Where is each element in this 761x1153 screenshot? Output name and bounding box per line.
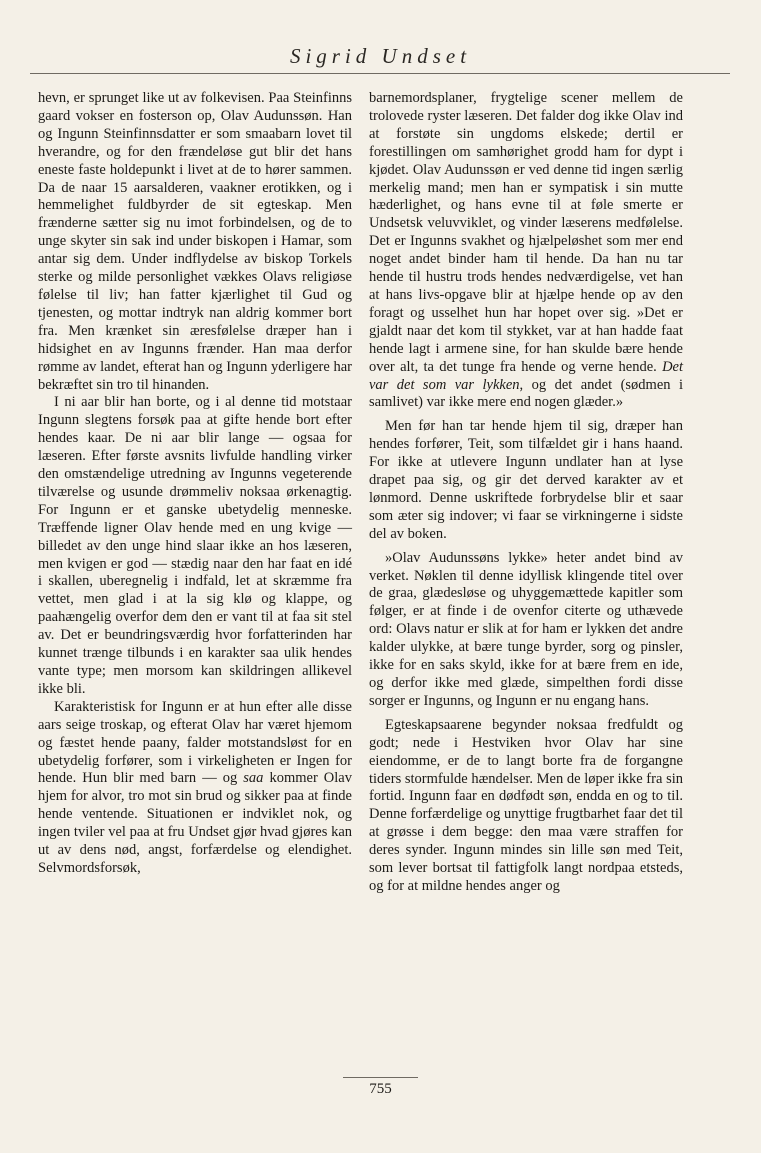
header-rule	[30, 73, 730, 74]
right-column	[369, 90, 683, 896]
right-paragraph-1	[369, 90, 683, 412]
left-column	[38, 90, 352, 878]
right-paragraph-4: Egteskapsaarene begynder noksaa fredfuldt og godt; nede i Hestviken hvor Olav har sine eiendomme, er de to langt borte fra de forgangne tiders stormfulde hændelser. Men de løper ikke fra sin fortid. Ingunn faar en dødfødt søn, endda en og to til. Denne forfærdelige og unyttige frugtbarhet faar det til at grøsse i dem begge: den maa være straffen for deres synder. Ingunn mindes sin lille søn med Teit, som lever bortsat til fattigfolk langt nordpaa etsteds, og for at mildne hendes anger og	[369, 716, 683, 894]
left-paragraph-2: I ni aar blir han borte, og i al denne tid motstaar Ingunn slegtens forsøk paa at gifte hende bort efter hendes kaar. De ni aar blir lange — ogsaa for læseren. Efter første avsnits livfulde handling virker den omstændelige utredning av Ingunns vegeterende tilværelse og usunde drømmeliv noksaa ørkenagtig. For Ingunn er et ganske ubetydelig menneske. Træffende ligner Olav hende med en ung kvige — billedet av den unge hind slaar ikke an hos læseren, men kvigen er god — stædig naar den har faat en idé i skallen, uberegnelig i indfald, let at skræmme fra vettet, men glad i at la sig klø og klappe, og paahængelig overfor dem den er vant til at faa sit stel av. Det er beundringsværdig hvor forfatterinden har kunnet trænge tilbunds i en karakter saa ulik hendes vante type; men morsom kan skildringen allikevel ikke bli.	[38, 394, 352, 697]
right-paragraph-1-part-a: barnemordsplaner, frygtelige scener mellem de trolovede ryster læseren. Det falder dog ikke Olav ind at forstøte sin ungdoms elskede; dertil er forestillingen om samhørighet grodd ham for dypt i kjødet. Olav Audunssøn er ved denne tid ingen særlig merkelig mand; men han er sympatisk i sin mutte hæderlighet, og hans evne til at føle smerte er Undsetsk veluvviklet, og vinder læserens medfølelse. Det er Ingunns svakhet og hjælpeløshet som mer end noget andet binder ham til hende. Da han nu tar hende til hustru trods hendes nedværdigelse, vet han at hans livs-opgave blir at hjælpe hende op av den foragt og usselhet hun har hopet over sig. »Det er gjaldt naar det kom til stykket, var at han hadde faat hende lagt i armene sine, for han skulde bære hende over alt, ta det tunge fra hende og verne hende.	[369, 90, 683, 375]
page-number: 755	[369, 1081, 392, 1097]
left-paragraph-3-part-b: kommer Olav hjem for alvor, tro mot sin brud og sikker paa at finde hende ventende. Situationen er indviklet nok, og ingen tviler vel paa at fru Undset gjør hvad gjøres kan ut av dens nød, angst, forfærdelse og elendighet. Selvmordsforsøk,	[38, 770, 352, 876]
right-paragraph-3: »Olav Audunssøns lykke» heter andet bind av verket. Nøklen til denne idyllisk klingende titel over de graa, glædesløse og uhyggemættede kapitler som følger, er at finde i de ovenfor citerte og uthævede ord: Olavs natur er slik at for ham er lykken det andre kalder ulykke, at bære tunge byrder, sorg og pinsler, ikke for en saks skyld, ikke for at bære frem en ide, og derfor ikke med glæde, simpelthen fordi disse sorger er Ingunns, og Ingunn er nu engang hans.	[369, 549, 683, 709]
left-paragraph-3-emphasis: saa	[243, 770, 264, 787]
running-header	[0, 44, 761, 69]
footer-rule	[343, 1077, 418, 1078]
author-title: Sigrid Undset	[289, 44, 472, 68]
left-paragraph-3	[38, 699, 352, 878]
right-paragraph-2: Men før han tar hende hjem til sig, dræper han hendes forfører, Teit, som tilfældet gir i hans haand. For ikke at utlevere Ingunn undlater han at lyse drapet paa sig, og gir det derved karakter av et lønmord. Denne uskriftede forbrydelse blir et saar som æter sig indover; vi faar se virkningerne i sidste del av boken.	[369, 418, 683, 542]
right-paragraph-1-emphasis: Det var det som var lykken	[369, 358, 683, 393]
right-paragraph-1-part-b: , og det andet (sødmen i samlivet) var ikke mere end nogen glæder.»	[369, 376, 683, 411]
left-paragraph-3-part-a: Karakteristisk for Ingunn er at hun efter alle disse aars seige troskap, og efterat Olav har været hjemom og fæstet hende paany, falder motstandsløst for en ubetydelig forfører, som i virkeligheten er Ingen for hende. Hun blir med barn — og	[38, 698, 352, 787]
left-paragraph-1: hevn, er sprunget like ut av folkevisen. Paa Steinfinns gaard vokser en fosterson op, Olav Audunssøn. Han og Ingunn Steinfinnsdatter er som smaabarn lovet til hverandre, og for den frændeløse gut blir det hans eneste faste holdepunkt i livet at de to hører sammen. Da de naar 15 aarsalderen, vaakner erotikken, og i hemmelighet fuldbyrder de sit egteskap. Men frænderne sætter sig nu imot forbindelsen, og de to unge skyter sin sak ind under biskopen i Hamar, som antar sig dem. Under indflydelse av biskop Torkels sterke og milde personlighet vækkes Olavs religiøse følelse til liv; han fatter kjærlighet til Gud og tjenesten, og mottar indtryk nan aldrig kommer bort fra. Men krænket sin æresfølelse dræper han i hidsighet en av Ingunns frænder. Han maa derfor rømme av landet, efterat han og Ingunn yderligere har bekræftet sin tro til hinanden.	[38, 90, 352, 393]
